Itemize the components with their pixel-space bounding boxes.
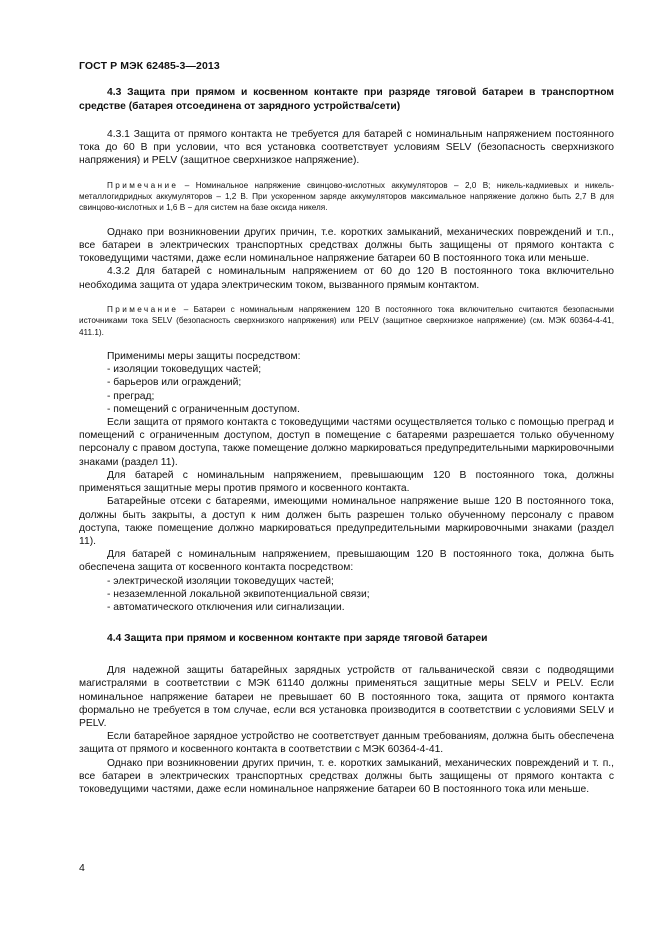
page-number: 4 [79, 862, 85, 874]
note-2 [79, 304, 614, 338]
list-item: - электрической изоляции токоведущих частей; [107, 575, 334, 587]
paragraph-4-3-2: 4.3.2 Для батарей с номинальным напряжением от 60 до 120 В постоянного тока включительно необходима защита от удара электрическим током, вызванного прямым контактом. [79, 266, 614, 291]
note-1-label: Примечание [107, 180, 179, 190]
note-1-text: – Номинальное напряжение свинцово-кислотных аккумуляторов – 2,0 В; никель-кадмиевых и никель-металлогидридных аккумуляторов – 1,2 В. При ускоренном заряде аккумуляторов максимальное напряжение должно быть 2,7 В для свинцово-кислотных и 1,6 В − для систем на базе оксида никеля. [79, 180, 614, 213]
list-item: - преград; [107, 390, 155, 402]
note-2-text: – Батареи с номинальным напряжением 120 В постоянного тока включительно считаются безопасными источниками тока SELV (безопасность сверхнизкого напряжения) или PELV (защитное сверхнизкое напряжение) (см. МЭК 60364-4-41, 411.1). [79, 304, 614, 337]
paragraph-4-4-other-causes: Однако при возникновении других причин, т. е. коротких замыканий, механических повреждений и т. п., все батареи в электрических транспортных средствах должны быть защищены от прямого контакта с токоведущими частями, даже если номинальное напряжение батареи 60 В постоянного тока или меньше. [79, 757, 614, 795]
list-item: - барьеров или ограждений; [107, 377, 242, 389]
document-header: ГОСТ Р МЭК 62485-3—2013 [79, 60, 220, 72]
paragraph-restricted-access: Если защита от прямого контакта с токоведущими частями осуществляется только с помощью преград и помещений с ограниченным доступом, доступ в помещение с батареями разрешается только обученному персоналу с правом доступа, также помещение должно маркироваться предупредительными маркировочными знаками (раздел 11). [79, 417, 614, 468]
section-4-3-heading: 4.3 Защита при прямом и косвенном контакте при разряде тяговой батареи в транспортном средстве (батарея отсоединена от зарядного устройства/сети) [79, 87, 614, 112]
section-4-4-heading: 4.4 Защита при прямом и косвенном контакте при заряде тяговой батареи [107, 633, 488, 645]
document-body [79, 86, 614, 796]
list-item: - незаземленной локальной эквипотенциальной связи; [107, 588, 370, 600]
list-item: - изоляции токоведущих частей; [107, 364, 262, 376]
paragraph-protection-other-causes: Однако при возникновении других причин, т.е. коротких замыканий, механических повреждений и т.п., все батареи в электрических транспортных средствах должны быть защищены от прямого контакта с токоведущими частями, даже если номинальное напряжение батареи 60 В постоянного тока или меньше. [79, 226, 614, 265]
paragraph-battery-compartments: Батарейные отсеки с батареями, имеющими номинальное напряжение выше 120 В постоянного тока, должны быть закрыты, а доступ к ним должен быть разрешен только обученному персоналу с правом доступа, также помещение должно маркироваться предупредительными маркировочными знаками (раздел 11). [79, 496, 614, 547]
paragraph-indirect-contact-intro: Для батарей с номинальным напряжением, превышающим 120 В постоянного тока, должна быть обеспечена защита от косвенного контакта посредством: [79, 549, 614, 574]
paragraph-4-3-1: 4.3.1 Защита от прямого контакта не требуется для батарей с номинальным напряжением постоянного тока до 60 В при условии, что вся установка соответствует условиям SELV (безопасность сверхнизкого напряжения) и PELV (защитное сверхнизкое напряжение). [79, 129, 614, 167]
paragraph-above-120v: Для батарей с номинальным напряжением, превышающим 120 В постоянного тока, должны применяться защитные меры против прямого и косвенного контакта. [79, 469, 614, 495]
note-1 [79, 180, 614, 214]
list-item: - помещений с ограниченным доступом. [107, 403, 300, 415]
note-2-label: Примечание [107, 304, 179, 314]
paragraph-measures-intro: Применимы меры защиты посредством: [107, 351, 301, 363]
paragraph-4-4-charger-protection: Для надежной защиты батарейных зарядных устройств от гальванической связи с подводящими магистралями в соответствии с МЭК 61140 должны применяться защитные меры SELV и PELV. Если номинальное напряжение батареи не превышает 60 В постоянного тока, защита от прямого контакта формально не требуется в том случае, если вся установка производится в соответствии с условиями SELV и PELV. [79, 665, 614, 729]
list-item: - автоматического отключения или сигнализации. [107, 601, 345, 613]
paragraph-4-4-noncompliant-charger: Если батарейное зарядное устройство не соответствует данным требованиям, должна быть обеспечена защита от прямого и косвенного контакта в соответствии с МЭК 60364-4-41. [79, 731, 614, 756]
